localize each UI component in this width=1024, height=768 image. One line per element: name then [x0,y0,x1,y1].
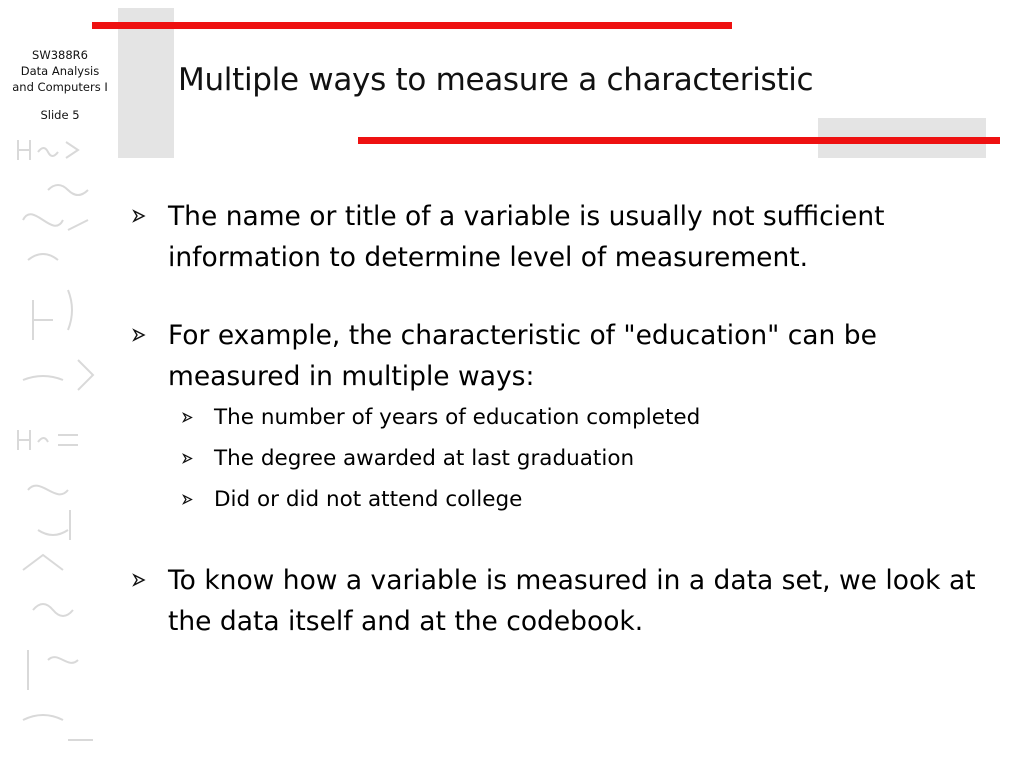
decorative-red-line-bottom [358,137,1000,144]
sub-bullet-item [182,397,1012,438]
sub-bullet-text: The degree awarded at last graduation [214,446,635,471]
arrowhead-bullet-icon [132,328,146,342]
course-caption [4,47,116,123]
bullet-item [132,560,1012,642]
sub-bullet-item [182,438,1012,479]
slide-content [132,196,1012,642]
formula-watermark [8,130,108,760]
sub-bullet-text: The number of years of education completed [214,405,701,430]
decorative-red-line-top [92,22,732,29]
arrowhead-bullet-icon [182,412,193,423]
sub-bullet-text: Did or did not attend college [214,487,523,512]
bullet-text: The name or title of a variable is usually not sufficient information to determine level of measurement. [168,201,885,273]
formula-watermark-graphic [8,130,108,760]
arrowhead-bullet-icon [132,573,146,587]
course-name-line2: and Computers I [12,80,108,94]
arrowhead-bullet-icon [182,494,193,505]
decorative-gray-bar-vertical [118,8,174,158]
bullet-item [132,315,1012,397]
arrowhead-bullet-icon [182,453,193,464]
slide-number: Slide 5 [40,108,80,122]
sub-bullet-item [182,479,1012,520]
bullet-item [132,196,1012,278]
course-name-line1: Data Analysis [20,64,100,78]
bullet-text: For example, the characteristic of "education" can be measured in multiple ways: [168,320,877,392]
course-code: SW388R6 [32,48,88,62]
arrowhead-bullet-icon [132,209,146,223]
slide-title: Multiple ways to measure a characteristic [178,62,814,98]
bullet-text: To know how a variable is measured in a data set, we look at the data itself and at the codebook. [168,565,976,637]
